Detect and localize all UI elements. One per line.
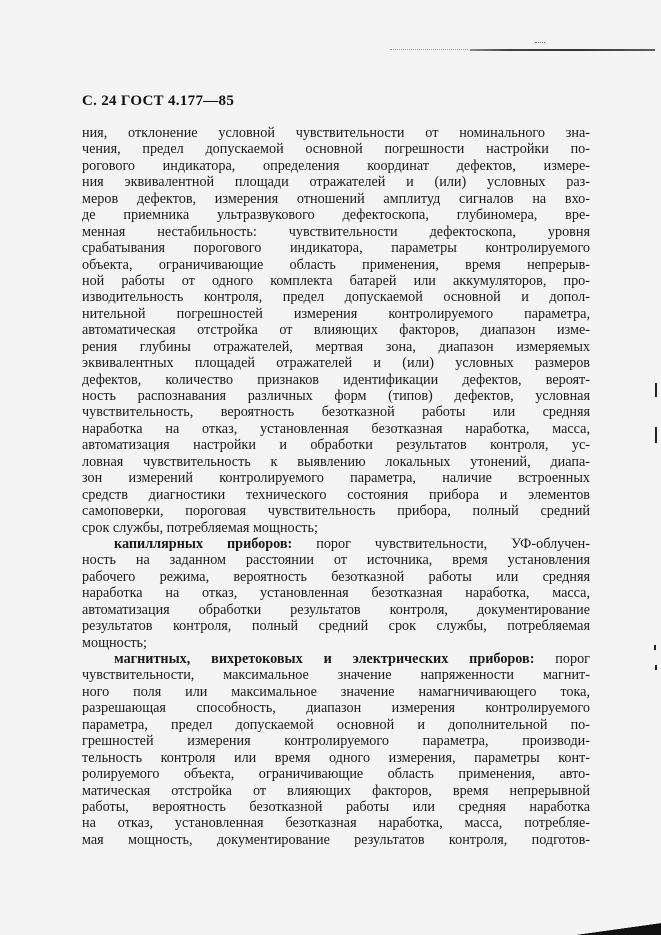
text-line: матическая отстройка от влияющих факторов, время непрерывной — [82, 782, 590, 799]
text-line: чения, предел допускаемой основной погрешности настройки по- — [82, 141, 590, 158]
text-line: ность на заданном расстоянии от источника, время установления — [82, 552, 590, 569]
section-heading: магнитных, вихретоковых и электрических приборов: — [114, 651, 535, 667]
text-line: мая мощность, документирование результатов контроля, подготов- — [82, 831, 590, 848]
text-line: разрешающая способность, диапазон измерения контролируемого — [82, 700, 590, 717]
scan-artifact-right-mark — [655, 665, 657, 670]
text-line: ролируемого объекта, ограничивающие область применения, авто- — [82, 766, 590, 783]
text-line: мощность; — [82, 634, 147, 651]
text-line: зон измерений контролируемого параметра, наличие встроенных — [82, 470, 590, 487]
text-line: результатов контроля, полный средний срок службы, потребляемая — [82, 618, 590, 635]
text-line: чувствительность, вероятность безотказной работы или средняя — [82, 404, 590, 421]
body-text — [82, 125, 590, 848]
text-line: автоматическая отстройка от влияющих факторов, диапазон изме- — [82, 322, 590, 339]
scan-artifact-bottom-corner — [575, 923, 661, 935]
text-line: срок службы, потребляемая мощность; — [82, 519, 318, 536]
text-line: менная нестабильность: чувствительности дефектоскопа, уровня — [82, 223, 590, 240]
scan-artifact-top-mark — [535, 42, 545, 48]
text-line: де приемника ультразвукового дефектоскопа, глубиномера, вре- — [82, 207, 590, 224]
text-line: автоматизация обработки результатов контроля, документирование — [82, 601, 590, 618]
text-line: объекта, ограничивающие область применения, время непрерыв- — [82, 256, 590, 273]
text-line: капиллярных приборов: порог чувствительности, УФ-облучен- — [114, 535, 590, 552]
text-line: рогового индикатора, определения координат дефектов, измере- — [82, 157, 590, 174]
text-line: магнитных, вихретоковых и электрических приборов: порог — [114, 651, 590, 667]
text-line: автоматизация настройки и обработки результатов контроля, ус- — [82, 437, 590, 454]
page-header: С. 24 ГОСТ 4.177—85 — [82, 93, 235, 109]
text-line: ной работы от одного комплекта батарей или аккумуляторов, про- — [82, 272, 590, 289]
scan-artifact-right-mark — [655, 427, 657, 443]
text-line: тельность контроля или время одного измерения, параметры конт- — [82, 749, 590, 766]
text-line: наработка на отказ, установленная безотказная наработка, масса, — [82, 585, 590, 602]
text-line: чувствительности, максимальное значение напряженности магнит- — [82, 667, 590, 684]
text-line: ния, отклонение условной чувствительности от номинального зна- — [82, 125, 590, 141]
text-line: эквивалентных площадей отражателей и (или) условных размеров — [82, 355, 590, 372]
text-line: средств диагностики технического состояния прибора и элементов — [82, 486, 590, 503]
scan-artifact-right-mark — [655, 383, 657, 397]
text-line: нительной погрешностей измерения контролируемого параметра, — [82, 305, 590, 322]
text-line: рабочего режима, вероятность безотказной работы или средняя — [82, 568, 590, 585]
scan-artifact-top-edge — [470, 49, 655, 51]
scan-artifact-top-dots — [390, 49, 468, 51]
text-line: дефектов, количество признаков идентификации дефектов, вероят- — [82, 371, 590, 388]
text-line: меров дефектов, измерения отношений амплитуд сигналов на вхо- — [82, 190, 590, 207]
text-line: самоповерки, пороговая чувствительность прибора, полный средний — [82, 503, 590, 520]
text-line: ного поля или максимальное значение намагничивающего тока, — [82, 683, 590, 700]
text-line: изводительность контроля, предел допускаемой основной и допол- — [82, 289, 590, 306]
text-line: грешностей измерения контролируемого параметра, производи- — [82, 733, 590, 750]
scan-artifact-right-mark — [654, 645, 656, 650]
section-heading: капиллярных приборов: — [114, 535, 293, 552]
text-line: наработка на отказ, установленная безотказная наработка, масса, — [82, 420, 590, 437]
text-line: ловная чувствительность к выявлению локальных утонений, диапа- — [82, 453, 590, 470]
text-line: срабатывания порогового индикатора, параметры контролируемого — [82, 240, 590, 257]
text-line: параметра, предел допускаемой основной и дополнительной по- — [82, 716, 590, 733]
text-line: ния эквивалентной площади отражателей и (или) условных раз- — [82, 174, 590, 191]
text-line: рения глубины отражателей, мертвая зона, диапазон измеряемых — [82, 338, 590, 355]
text-line: на отказ, установленная безотказная наработка, масса, потребляе- — [82, 815, 590, 832]
text-line: ность распознавания различных форм (типов) дефектов, условная — [82, 388, 590, 404]
text-line: работы, вероятность безотказной работы или средняя наработка — [82, 798, 590, 815]
